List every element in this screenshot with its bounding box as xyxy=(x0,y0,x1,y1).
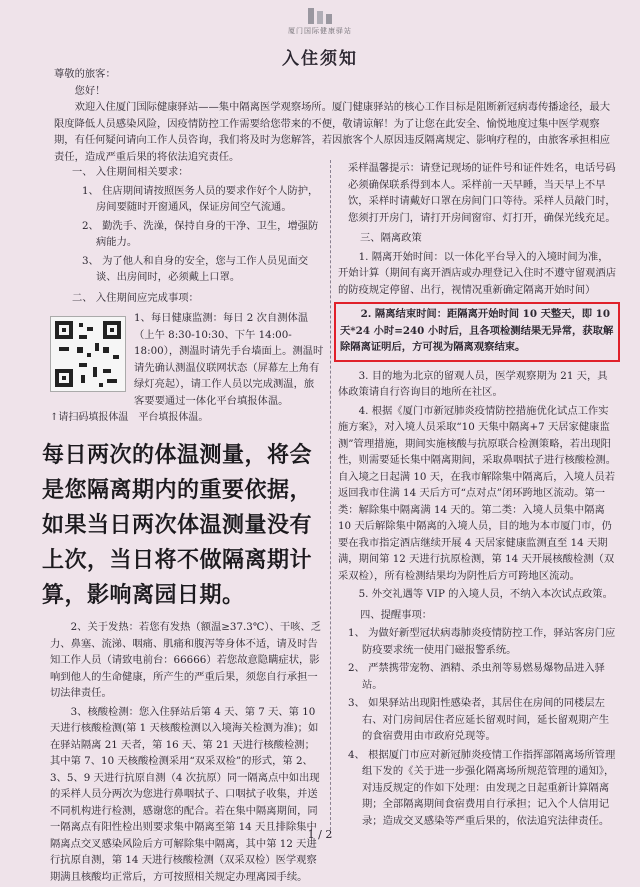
list-item: 1、 住店期间请按照医务人员的要求作好个人防护，房间要随时开窗通风，保证房间空气流通。 xyxy=(82,184,319,213)
policy-2: 2. 隔离结束时间：距隔离开始时间 10 天整天，即 10 天*24 小时=240 小时后，且各项检测结果无异常，获取解除隔离证明后，方可视为隔离观察结束。 xyxy=(340,308,614,353)
temperature-monitoring-text: 1、每日健康监测：每日 2 次自测体温（上午 8:30-10:30、下午 14:00-18:00），测温时请先手台墙面上。测温时请先确认测温仪联网状态（屏幕左上角有绿灯亮起），请工作人员以完成测温，旅客要要通过一体化平台填报体温。 xyxy=(134,312,324,407)
list-item: 3、 为了他人和自身的安全，您与工作人员见面交谈、出房间时，必须戴上口罩。 xyxy=(82,254,309,283)
right-column xyxy=(338,160,616,831)
qr-code-icon[interactable] xyxy=(50,316,126,392)
reminder-item: 1、 为做好新型冠状病毒肺炎疫情防控工作，驿站客房门应防疫要求统一使用门磁报警系统。 xyxy=(348,627,616,656)
left-column xyxy=(42,160,324,887)
column-divider xyxy=(330,160,331,830)
section-heading-2: 二、 入住期间应完成事项： xyxy=(72,291,199,304)
sampling-tip: 采样温馨提示：请登记现场的证件号和证件姓名，电话号码必须确保联系得到本人。采样前一天早睡，当天早上不早饮，采样时请戴好口罩在房间门口等待。采样人员敲门时，您须打开房门，请打开房间窗帘、灯打开，确保光线充足。 xyxy=(348,162,616,224)
page-title: 入住须知 xyxy=(282,49,358,69)
section-heading-1: 一、 入住期间相关要求： xyxy=(72,166,189,178)
policy-5: 5. 外交礼遇等 VIP 的入境人员，不纳入本次试点政策。 xyxy=(358,588,613,600)
qr-caption: ↑请扫码填报体温 平台填报体温。 xyxy=(50,412,209,423)
building-logo-icon xyxy=(305,6,335,26)
reminder-item: 3、 如果驿站出现阳性感染者，其居住在房间的同楼层左右、对门房间居住者应延长留观时间，延长留观期产生的食宿费用由市政府兑现等。 xyxy=(348,697,610,742)
list-item: 2、 勤洗手、洗澡，保持自身的干净、卫生，增强防病能力。 xyxy=(82,219,319,248)
hello: 您好！ xyxy=(74,84,106,97)
logo xyxy=(286,6,354,36)
page-number: 1 / 2 xyxy=(307,828,333,841)
section-heading-4: 四、提醒事项： xyxy=(360,608,433,621)
policy-1: 1. 隔离开始时间：以一体化平台导入的入境时间为准，开始计算（期间有离开酒店或办理登记入住时不遵守留观酒店的防疫规定停留、出行，视情况重新确定隔离开始时间） xyxy=(338,250,617,296)
fever-paragraph: 2、关于发热：若您有发热（额温≥37.3℃）、干咳、乏力、鼻塞、流涕、咽痛、肌痛和腹泻等身体不适，请及时告知工作人员（请致电前台：66666）若您故意隐瞒症状，影响到他人的生命健康，所产生的严重后果，须您自行承担一切法律责任。 xyxy=(50,621,322,699)
highlight-box xyxy=(334,302,620,362)
section-heading-3: 三、隔离政策 xyxy=(360,232,422,244)
policy-3: 3. 目的地为北京的留观人员，医学观察期为 21 天，具体政策请自行咨询目的地所在社区。 xyxy=(338,369,608,398)
highlight-note: 每日两次的体温测量，将会是您隔离期内的重要依据，如果当日两次体温测量没有上次，当日将不做隔离期计算，影响离园日期。 xyxy=(42,443,313,608)
logo-text: 厦门国际健康驿站 xyxy=(288,27,352,35)
reminder-item: 4、 根据厦门市应对新冠肺炎疫情工作指挥部隔离场所管理组下发的《关于进一步强化隔离场所规范管理的通知》，对违反规定的作如下处理：由发现之日起重新计算隔离期；全部隔离期间食宿费用自行承担；记入个人信用记录；造成交叉感染等严重后果的，依法追究法律责任。 xyxy=(348,748,616,827)
intro-body: 欢迎入住厦门国际健康驿站——集中隔离医学观察场所。厦门健康驿站的核心工作目标是阻断新冠病毒传播途径，最大限度降低人员感染风险，因疫情防控工作需要给您带来的不便，敬请谅解！为了让您在此安全、愉悦地度过集中医学观察期，有任何疑问请向工作人员咨询，我们将及时为您解答，若因旅客个人原因违反隔离规定、影响疗程的，由旅客承担相应责任，造成严重后果的将依法追究责任。 xyxy=(54,101,611,163)
policy-4: 4. 根据《厦门市新冠肺炎疫情防控措施优化试点工作实施方案》，对入境人员采取“10 天集中隔离+7 天居家健康监测”管理措施，期间实施核酸与抗原联合检测策略，若出现阳性，则需要延长集中隔离期间，采取鼻咽拭子进行核酸检测。自入境之日起满 10 天，在我市解除集中隔离后，入境人员若返回我市住满 14 天后方可“点对点”闭环跨地区流动。第一类：解除集中隔离满 14 天的。第二类：入境人员集中隔离 10 天后解除集中隔离的入境人员，目的地为本市厦门市，仍要在我市指定酒店继续开展 4 天居家健康监测直至 14 天期满，期间第 12 天进行抗原检测，第 14 天开展核酸检测（双采双检），所有检测结果均为阴性后方可跨地区流动。 xyxy=(338,404,617,582)
intro xyxy=(54,66,614,165)
reminder-item: 2、 严禁携带宠物、酒精、杀虫剂等易燃易爆物品进入驿站。 xyxy=(348,662,605,691)
qr-row xyxy=(50,310,324,432)
greeting: 尊敬的旅客： xyxy=(54,68,116,80)
nucleic-test-paragraph: 3、核酸检测：您入住驿站后第 4 天、第 7 天、第 10 天进行核酸检测(第 1 天核酸检测以入境海关检测为准)；如在驿站隔离 21 天者，第 16 天、第 21 天进行核酸检测；其中第 7、10 天核酸检测采用“双采双检”的形式，第 2、3、5、9 天进行抗原自测（4 次抗原）同一隔离点中如出现的采样人员分两次为您进行鼻咽拭子、口咽拭子收集，并送不同机构进行检测，感谢您的配合。若在集中隔离期间，同一隔离点有阳性检出则要求集中隔离至第 14 天且排除集中隔离点交叉感染风险后方可解除集中隔离，其中第 12 天进行抗原自测，第 14 天进行核酸检测（双采双检）医学观察期满且核酸均正常后，方可按照相关规定办理离园手续。 xyxy=(50,705,320,883)
